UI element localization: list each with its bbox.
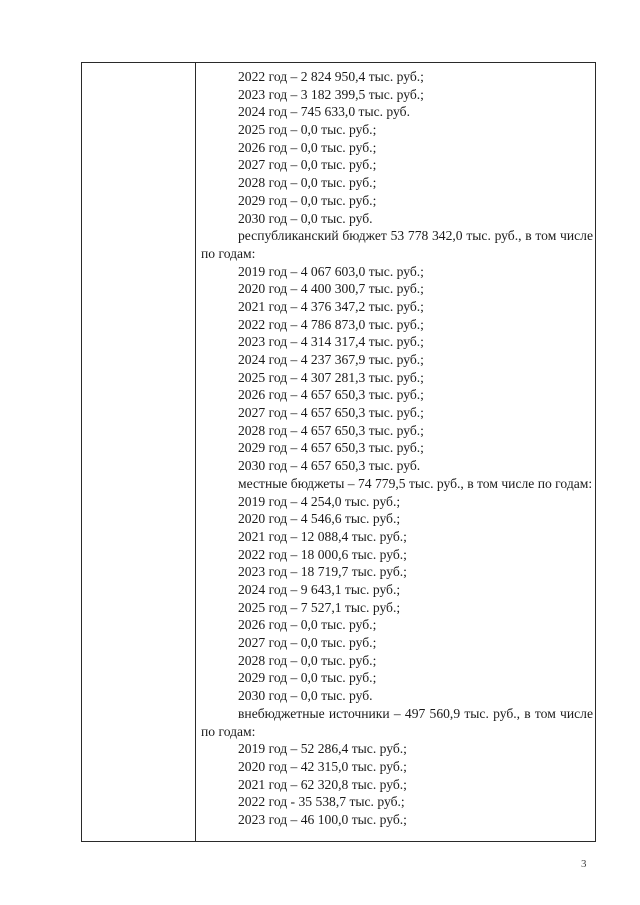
page-number: 3 (581, 858, 587, 870)
year-line: 2030 год – 0,0 тыс. руб. (238, 688, 373, 704)
year-line: 2023 год – 3 182 399,5 тыс. руб.; (238, 86, 424, 102)
year-line: 2021 год – 12 088,4 тыс. руб.; (238, 528, 407, 544)
republican-budget-heading: республиканский бюджет 53 778 342,0 тыс. руб., в том числе по годам: (201, 228, 593, 261)
local-budget-heading: местные бюджеты – 74 779,5 тыс. руб., в том числе по годам: (238, 475, 593, 491)
year-line: 2028 год – 0,0 тыс. руб.; (238, 652, 377, 668)
year-line: 2019 год – 4 067 603,0 тыс. руб.; (238, 263, 424, 279)
offbudget-sources-block (201, 705, 593, 829)
year-line: 2025 год – 7 527,1 тыс. руб.; (238, 599, 401, 615)
year-line: 2026 год – 0,0 тыс. руб.; (238, 617, 377, 633)
year-line: 2028 год – 4 657 650,3 тыс. руб.; (238, 422, 424, 438)
year-line: 2020 год – 4 546,6 тыс. руб.; (238, 511, 401, 527)
year-line: 2027 год – 4 657 650,3 тыс. руб.; (238, 405, 424, 421)
year-line: 2025 год – 0,0 тыс. руб.; (238, 122, 377, 138)
year-line: 2026 год – 0,0 тыс. руб.; (238, 139, 377, 155)
year-line: 2020 год – 42 315,0 тыс. руб.; (238, 758, 407, 774)
funding-cell (201, 68, 593, 829)
year-line: 2019 год – 52 286,4 тыс. руб.; (238, 741, 407, 757)
federal-tail-block (201, 68, 593, 227)
year-line: 2021 год – 62 320,8 тыс. руб.; (238, 776, 407, 792)
year-line: 2027 год – 0,0 тыс. руб.; (238, 157, 377, 173)
year-line: 2027 год – 0,0 тыс. руб.; (238, 635, 377, 651)
year-line: 2029 год – 0,0 тыс. руб.; (238, 670, 377, 686)
year-line: 2022 год - 35 538,7 тыс. руб.; (238, 794, 405, 810)
year-line: 2030 год – 0,0 тыс. руб. (238, 210, 373, 226)
year-line: 2024 год – 9 643,1 тыс. руб.; (238, 581, 401, 597)
offbudget-sources-heading: внебюджетные источники – 497 560,9 тыс. руб., в том числе по годам: (201, 705, 593, 739)
year-line: 2029 год – 4 657 650,3 тыс. руб.; (238, 440, 424, 456)
year-line: 2022 год – 2 824 950,4 тыс. руб.; (238, 69, 424, 84)
year-line: 2028 год – 0,0 тыс. руб.; (238, 175, 377, 191)
year-line: 2023 год – 18 719,7 тыс. руб.; (238, 564, 407, 580)
local-budget-block (201, 475, 593, 705)
funding-table (81, 62, 596, 842)
year-line: 2026 год – 4 657 650,3 тыс. руб.; (238, 387, 424, 403)
year-line: 2022 год – 18 000,6 тыс. руб.; (238, 546, 407, 562)
year-line: 2025 год – 4 307 281,3 тыс. руб.; (238, 369, 424, 385)
year-line: 2029 год – 0,0 тыс. руб.; (238, 192, 377, 208)
year-line: 2024 год – 4 237 367,9 тыс. руб.; (238, 352, 424, 368)
republican-budget-block (201, 227, 593, 475)
year-line: 2019 год – 4 254,0 тыс. руб.; (238, 493, 401, 509)
year-line: 2030 год – 4 657 650,3 тыс. руб. (238, 458, 421, 474)
year-line: 2023 год – 4 314 317,4 тыс. руб.; (238, 334, 424, 350)
year-line: 2023 год – 46 100,0 тыс. руб.; (238, 811, 407, 827)
year-line: 2024 год – 745 633,0 тыс. руб. (238, 104, 410, 120)
year-line: 2021 год – 4 376 347,2 тыс. руб.; (238, 298, 424, 314)
year-line: 2022 год – 4 786 873,0 тыс. руб.; (238, 316, 424, 332)
year-line: 2020 год – 4 400 300,7 тыс. руб.; (238, 281, 424, 297)
column-divider (195, 63, 196, 841)
